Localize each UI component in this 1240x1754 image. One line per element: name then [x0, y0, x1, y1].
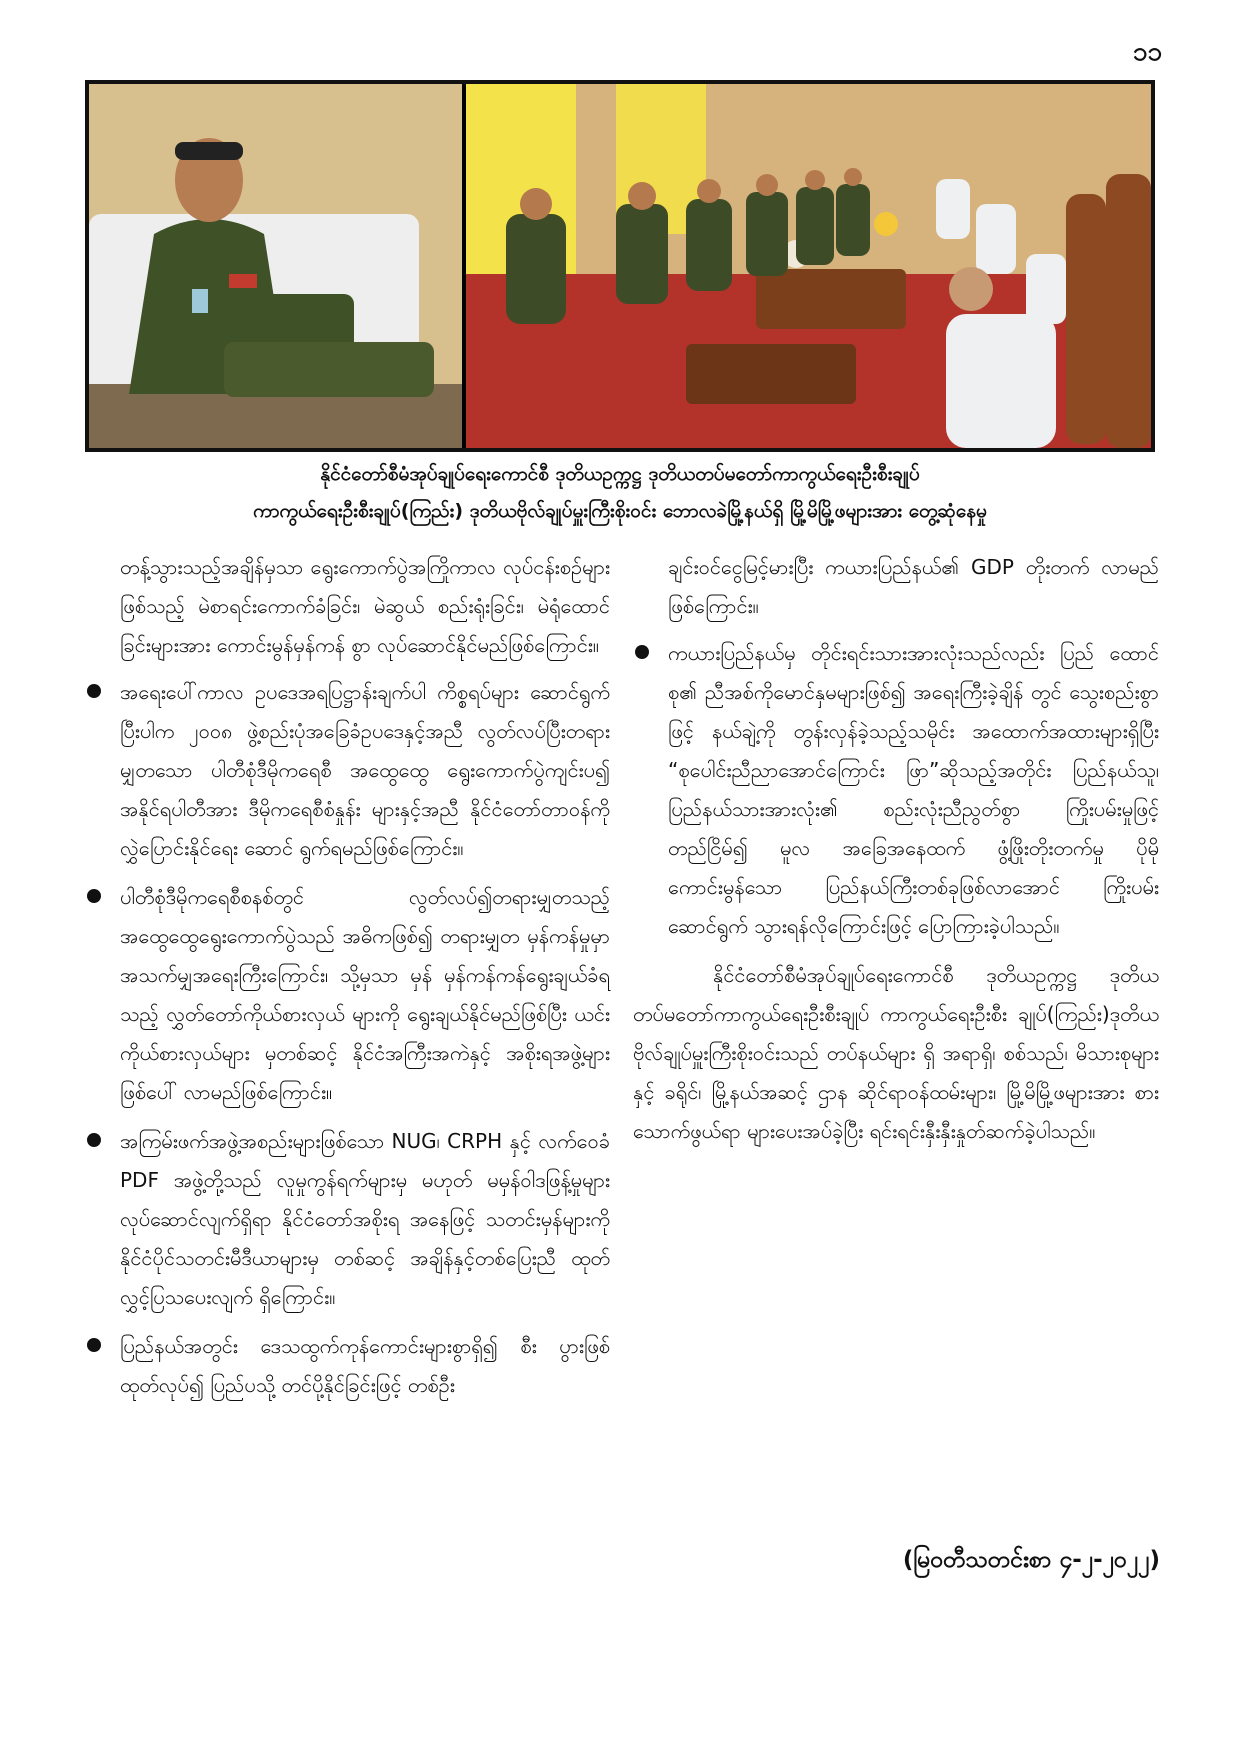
photo-meeting-room-illustration	[466, 84, 1151, 448]
photo-officer-seated	[89, 84, 462, 448]
caption-line-2: ကာကွယ်ရေးဦးစီးချုပ်(ကြည်း) ဒုတိယဗိုလ်ချုပ်မှူးကြီးစိုးဝင်း ဘောလခဲမြို့နယ်ရှိ မြို့မိမြို့ဖများအား တွေ့ဆုံနေမှု	[253, 500, 987, 522]
photo-frame	[85, 80, 1155, 452]
left-intro-paragraph: တန့်သွားသည့်အချိန်မှသာ ရွေးကောက်ပွဲအကြိုကာလ လုပ်ငန်းစဉ်များဖြစ်သည့် မဲစာရင်းကောက်ခံခြင်း၊ မဲဆွယ် စည်းရုံးခြင်း၊ မဲရုံထောင်ခြင်းများအား ကောင်းမွန်မှန်ကန် စွာ လုပ်ဆောင်နိုင်မည်ဖြစ်ကြောင်း။	[120, 555, 610, 657]
photo-meeting-room	[466, 84, 1151, 448]
bullet-text: ပြည်နယ်အတွင်း ဒေသထွက်ကုန်ကောင်းများစွာရှိ၍ စီး ပွားဖြစ်ထုတ်လုပ်၍ ပြည်ပသို့ တင်ပို့နိုင်ခြင်းဖြင့် တစ်ဦး	[120, 1334, 610, 1397]
bullet-icon	[87, 889, 101, 903]
bullet-icon	[87, 684, 101, 698]
bullet-icon	[635, 645, 649, 659]
bullet-text: ပါတီစုံဒီမိုကရေစီစနစ်တွင် လွတ်လပ်၍တရားမျှတသည့် အထွေထွေရွေးကောက်ပွဲသည် အဓိကဖြစ်၍ တရားမျှတ မှန်ကန်မှုမှာ အသက်မျှအရေးကြီးကြောင်း၊ သို့မှသာ မှန် မှန်ကန်ကန်ရွေးချယ်ခံရသည့် လွှတ်တော်ကိုယ်စားလှယ် များကို ရွေးချယ်နိုင်မည်ဖြစ်ပြီး ယင်းကိုယ်စားလှယ်များ မှတစ်ဆင့် နိုင်ငံအကြီးအကဲနှင့် အစိုးရအဖွဲ့များ ဖြစ်ပေါ် လာမည်ဖြစ်ကြောင်း။	[120, 885, 610, 1104]
bullet-item	[633, 634, 1159, 946]
source-citation: (မြဝတီသတင်းစာ ၄-၂-၂၀၂၂)	[902, 1547, 1160, 1573]
bullet-text: ကယားပြည်နယ်မှ တိုင်းရင်းသားအားလုံးသည်လည်း ပြည် ထောင်စု၏ ညီအစ်ကိုမောင်နှမများဖြစ်၍ အရေးကြီးခဲ့ချိန် တွင် သွေးစည်းစွာဖြင့် နယ်ချဲ့ကို တွန်းလှန်ခဲ့သည့်သမိုင်း အထောက်အထားများရှိပြီး “စုပေါင်းညီညာအောင်ကြောင်း ဖြာ”ဆိုသည့်အတိုင်း ပြည်နယ်သူ၊ ပြည်နယ်သားအားလုံး၏ စည်းလုံးညီညွတ်စွာ ကြိုးပမ်းမှုဖြင့် တည်ငြိမ်၍ မူလ အခြေအနေထက် ဖွံ့ဖြိုးတိုးတက်မှု ပိုမိုကောင်းမွန်သော ပြည်နယ်ကြီးတစ်ခုဖြစ်လာအောင် ကြိုးပမ်းဆောင်ရွက် သွားရန်လိုကြောင်းဖြင့် ပြောကြားခဲ့ပါသည်။	[668, 641, 1159, 938]
closing-paragraph: နိုင်ငံတော်စီမံအုပ်ချုပ်ရေးကောင်စီ ဒုတိယဥက္ကဋ္ဌ ဒုတိယတပ်မတော်ကာကွယ်ရေးဦးစီးချုပ် ကာကွယ်ရေးဦးစီး ချုပ်(ကြည်း)ဒုတိယဗိုလ်ချုပ်မှူးကြီးစိုးဝင်းသည် တပ်နယ်များ ရှိ အရာရှိ၊ စစ်သည်၊ မိသားစုများနှင့် ခရိုင်၊ မြို့နယ်အဆင့် ဌာန ဆိုင်ရာဝန်ထမ်းများ၊ မြို့မိမြို့ဖများအား စားသောက်ဖွယ်ရာ များပေးအပ်ခဲ့ပြီး ရင်းရင်းနှီးနှီးနှုတ်ဆက်ခဲ့ပါသည်။	[633, 963, 1159, 1143]
caption-line-1: နိုင်ငံတော်စီမံအုပ်ချုပ်ရေးကောင်စီ ဒုတိယဥက္ကဋ္ဌ ဒုတိယတပ်မတော်ကာကွယ်ရေးဦးစီးချုပ်	[320, 463, 920, 485]
bullet-icon	[87, 1133, 101, 1147]
page-number: ၁၁	[1132, 37, 1162, 67]
right-continuation-paragraph: ချင်းဝင်ငွေမြင့်မားပြီး ကယားပြည်နယ်၏ GDP တိုးတက် လာမည်ဖြစ်ကြောင်း။	[668, 555, 1159, 618]
bullet-item	[85, 673, 610, 868]
bullet-icon	[87, 1338, 101, 1352]
bullet-item	[85, 1122, 610, 1317]
bullet-item	[85, 1327, 610, 1405]
left-column	[85, 548, 610, 1415]
photo-officer-seated-illustration	[89, 84, 462, 448]
right-column	[633, 548, 1159, 1159]
bullet-item	[85, 878, 610, 1112]
bullet-text: အရေးပေါ်ကာလ ဥပဒေအရပြဋ္ဌာန်းချက်ပါ ကိစ္စရပ်များ ဆောင်ရွက်ပြီးပါက ၂၀၀၈ ဖွဲ့စည်းပုံအခြေခံဥပဒေနှင့်အညီ လွတ်လပ်ပြီးတရားမျှတသော ပါတီစုံဒီမိုကရေစီ အထွေထွေ ရွေးကောက်ပွဲကျင်းပ၍ အနိုင်ရပါတီအား ဒီမိုကရေစီစံနှုန်း များနှင့်အညီ နိုင်ငံတော်တာဝန်ကိုလွှဲပြောင်းနိုင်ရေး ဆောင် ရွက်ရမည်ဖြစ်ကြောင်း။	[120, 680, 610, 860]
photo-caption	[85, 456, 1155, 530]
bullet-text: အကြမ်းဖက်အဖွဲ့အစည်းများဖြစ်သော NUG၊ CRPH နှင့် လက်ဝေခံ PDF အဖွဲ့တို့သည် လူမှုကွန်ရက်များမှ မဟုတ် မမှန်ဝါဒဖြန့်မှုများလုပ်ဆောင်လျက်ရှိရာ နိုင်ငံတော်အစိုးရ အနေဖြင့် သတင်းမှန်များကို နိုင်ငံပိုင်သတင်းမီဒီယာများမှ တစ်ဆင့် အချိန်နှင့်တစ်ပြေးညီ ထုတ်လွှင့်ပြသပေးလျက် ရှိကြောင်း။	[120, 1129, 610, 1309]
